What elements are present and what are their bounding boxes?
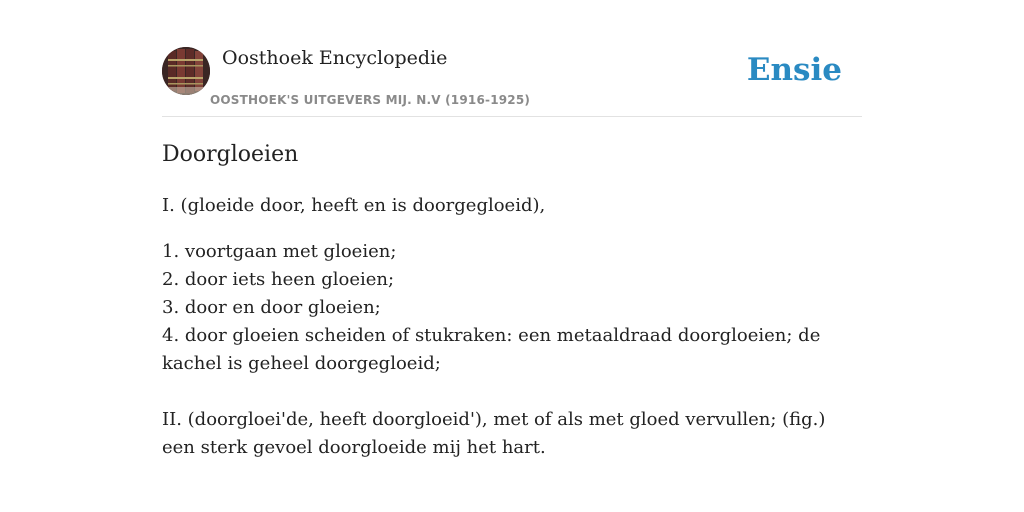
sense-item: 2. door iets heen gloeien; <box>162 269 395 290</box>
publisher-subtitle: OOSTHOEK'S UITGEVERS MIJ. N.V (1916-1925) <box>210 93 531 107</box>
sense-list <box>162 238 862 378</box>
sense-item: 1. voortgaan met gloeien; <box>162 241 397 262</box>
sense-item: 3. door en door gloeien; <box>162 297 381 318</box>
article-intro: I. (gloeide door, heeft en is doorgegloeid), <box>162 195 546 216</box>
brand-logo-link[interactable]: Ensie <box>746 52 842 88</box>
publication-name[interactable]: Oosthoek Encyclopedie <box>222 47 448 69</box>
publication-avatar[interactable] <box>162 47 210 95</box>
book-spines-icon <box>162 47 210 95</box>
sense-item: 4. door gloeien scheiden of stukraken: een metaaldraad doorgloeien; de kachel is geheel doorgegloeid; <box>162 325 821 374</box>
article <box>162 140 862 462</box>
site-header <box>162 46 862 117</box>
article-closing: II. (doorgloei'de, heeft doorgloeid'), met of als met gloed vervullen; (fig.) een sterk gevoel doorgloeide mij het hart. <box>162 409 826 458</box>
article-title: Doorgloeien <box>162 142 299 167</box>
